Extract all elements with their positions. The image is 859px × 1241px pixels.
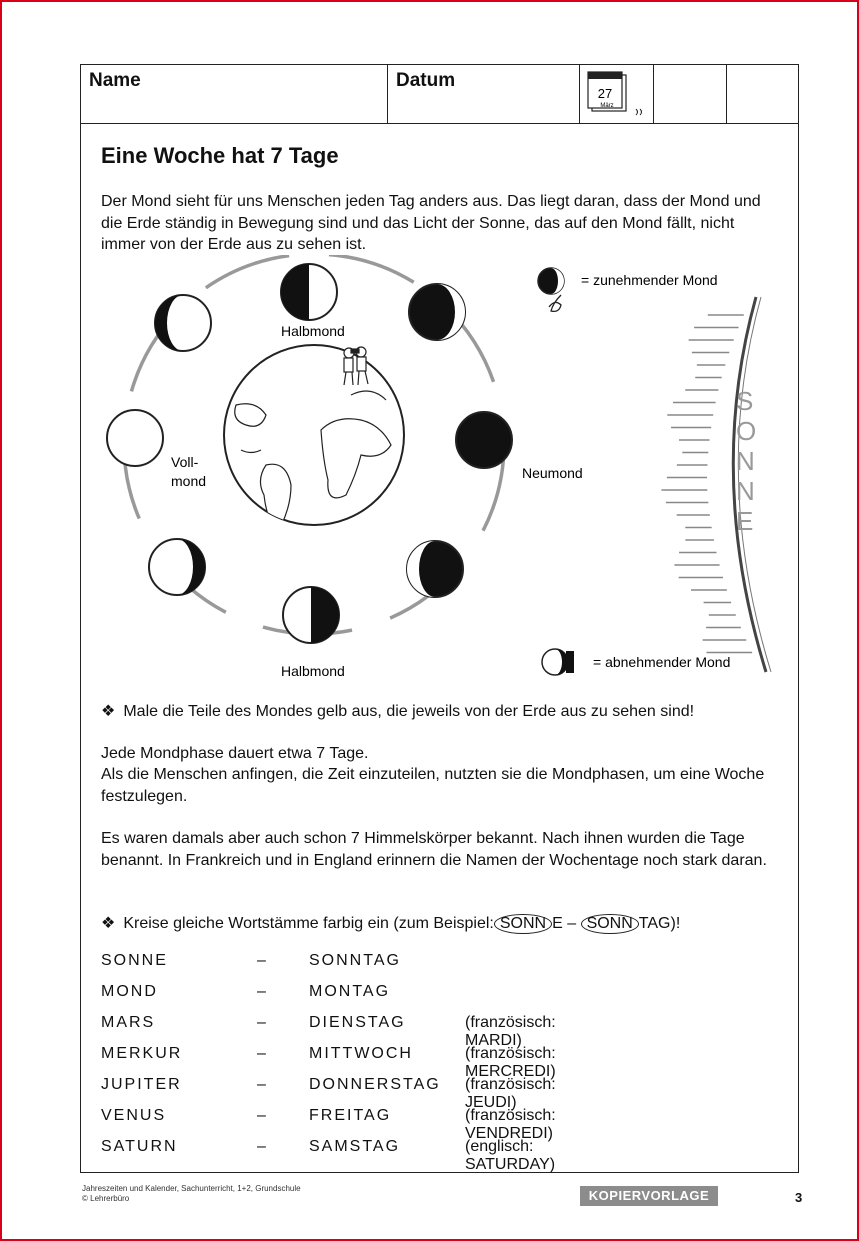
example-circled-1: SONN: [494, 914, 552, 934]
footer-credits: [82, 1184, 301, 1204]
para-zeit: Als die Menschen anfingen, die Zeit einzuteilen, nutzten sie die Mondphasen, um eine Woche festzulegen.: [101, 766, 765, 805]
earth-globe: [224, 345, 404, 535]
example-rest-2: TAG)!: [638, 915, 681, 932]
label-halbmond-bottom: Halbmond: [281, 663, 345, 679]
task-color-moon-text: Male die Teile des Mondes gelb aus, die jeweils von der Erde aus zu sehen sind!: [123, 703, 695, 720]
moon-lower-left: [149, 539, 205, 595]
day-name: FREITAG: [309, 1107, 392, 1124]
diamond-bullet-icon: ❖: [101, 915, 116, 932]
calendar-day: 27: [597, 86, 613, 101]
dash: –: [257, 1138, 266, 1155]
body-name: SONNE: [101, 952, 168, 969]
moon-halbmond-top: [281, 264, 337, 320]
note: (französisch: MERCREDI): [465, 1045, 556, 1080]
legend-waning-text: = abnehmender Mond: [593, 654, 731, 670]
moon-halbmond-bottom: [283, 587, 339, 643]
note: (französisch: MARDI): [465, 1014, 556, 1049]
label-voll-2: mond: [171, 473, 207, 489]
sun-letter: S: [736, 386, 754, 416]
para-mondphase: Jede Mondphase dauert etwa 7 Tage.: [101, 745, 369, 762]
name-label: Name: [89, 70, 141, 91]
moon-phase-diagram: [81, 255, 798, 695]
label-halbmond-top: Halbmond: [281, 323, 345, 339]
body-name: VENUS: [101, 1107, 167, 1124]
sun-letter: N: [736, 476, 755, 506]
empty-cell-2[interactable]: [727, 65, 800, 123]
footer-line-1: Jahreszeiten und Kalender, Sachunterricht, 1+2, Grundschule: [82, 1184, 301, 1193]
task-color-moon: [101, 701, 694, 721]
day-name: MONTAG: [309, 983, 391, 1000]
example-circled-2: SONN: [581, 914, 639, 934]
worksheet: [80, 64, 799, 1173]
task-circle-stems: [101, 913, 680, 934]
page-number: 3: [795, 1190, 803, 1205]
note: (französisch: JEUDI): [465, 1076, 556, 1111]
dash: –: [257, 1076, 266, 1093]
day-name: SAMSTAG: [309, 1138, 401, 1155]
empty-cell-1[interactable]: [654, 65, 727, 123]
day-name: SONNTAG: [309, 952, 401, 969]
day-name: MITTWOCH: [309, 1045, 413, 1062]
label-neumond: Neumond: [522, 465, 583, 481]
diamond-bullet-icon: ❖: [101, 703, 116, 720]
note: (französisch: VENDREDI): [465, 1107, 556, 1142]
moon-upper-left: [155, 295, 211, 351]
calendar-icon: [580, 65, 654, 123]
note: (englisch: SATURDAY): [465, 1138, 556, 1173]
calendar-cell: [580, 65, 654, 123]
date-label: Datum: [396, 70, 456, 91]
page-title: Eine Woche hat 7 Tage: [101, 143, 339, 168]
moon-neumond: [456, 412, 512, 468]
label-voll-1: Voll-: [171, 454, 199, 470]
name-cell[interactable]: [81, 65, 388, 123]
intro-text: Der Mond sieht für uns Menschen jeden Tag anders aus. Das liegt daran, dass der Mond und die Erde ständig in Bewegung sind und das Licht der Sonne, das auf den Mond fällt, nicht immer von der Erde aus zu sehen ist.: [101, 193, 761, 253]
sun-letter: O: [736, 416, 757, 446]
para-himmelskoerper: Es waren damals aber auch schon 7 Himmelskörper bekannt. Nach ihnen wurden die Tage benannt. In Frankreich und in England erinnern die Namen der Wochentage noch stark daran.: [101, 830, 767, 869]
body-name: MOND: [101, 983, 158, 1000]
moon-vollmond: [107, 410, 163, 466]
footer-line-2: © Lehrerbüro: [82, 1194, 130, 1203]
body-name: MERKUR: [101, 1045, 183, 1062]
dash: –: [257, 1014, 266, 1031]
legend-waxing-text: = zunehmender Mond: [581, 272, 718, 288]
date-cell[interactable]: [388, 65, 580, 123]
legend-waning-icon: [542, 649, 574, 675]
body-name: JUPITER: [101, 1076, 182, 1093]
day-name: DIENSTAG: [309, 1014, 406, 1031]
moon-upper-right: [409, 284, 465, 340]
dash: –: [257, 983, 266, 1000]
day-name: DONNERSTAG: [309, 1076, 441, 1093]
body-name: SATURN: [101, 1138, 178, 1155]
header-row: [81, 65, 798, 124]
legend-waxing-icon: [538, 268, 564, 311]
dash: –: [257, 1107, 266, 1124]
dash: –: [257, 952, 266, 969]
sun-letters: [736, 386, 756, 536]
sun-letter: N: [736, 446, 755, 476]
body-name: MARS: [101, 1014, 156, 1031]
task-circle-text: Kreise gleiche Wortstämme farbig ein (zum Beispiel:: [123, 915, 494, 932]
kopiervorlage-badge: KOPIERVORLAGE: [580, 1186, 718, 1206]
dash: –: [257, 1045, 266, 1062]
sun-letter: E: [736, 506, 754, 536]
moon-lower-right: [407, 541, 463, 597]
calendar-month: März: [600, 103, 614, 109]
example-rest-1: E –: [552, 915, 577, 932]
